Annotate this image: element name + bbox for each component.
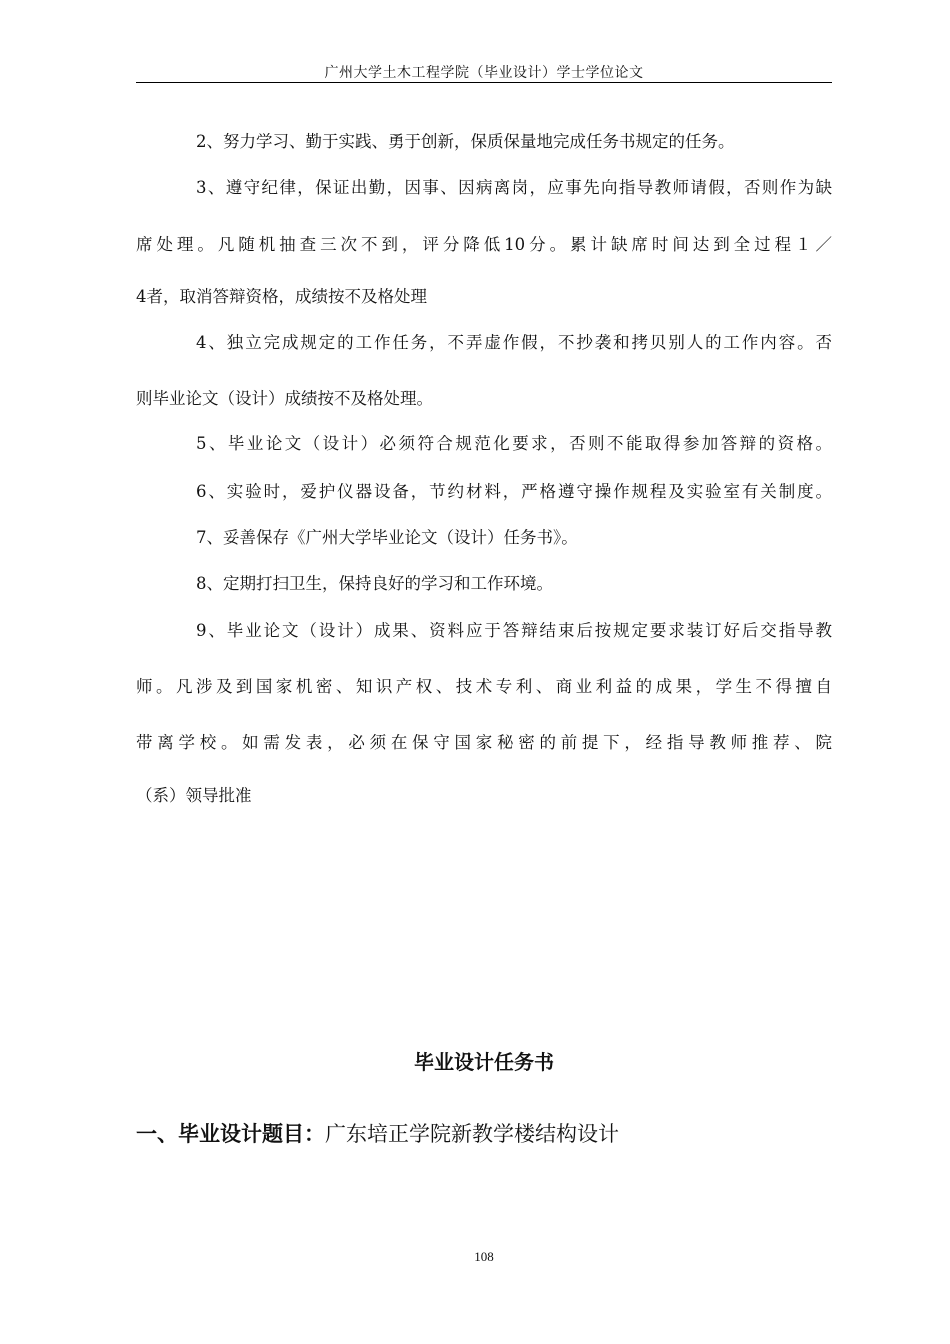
header-divider [136, 82, 832, 83]
requirement-line: 5、毕业论文（设计）必须符合规范化要求，否则不能取得参加答辩的资格。 [196, 434, 832, 453]
requirement-line: 2、努力学习、勤于实践、勇于创新，保质保量地完成任务书规定的任务。 [196, 132, 735, 151]
requirement-line: 6、实验时，爱护仪器设备，节约材料，严格遵守操作规程及实验室有关制度。 [196, 482, 832, 501]
page-number: 108 [474, 1249, 494, 1264]
requirement-line: 8、定期打扫卫生，保持良好的学习和工作环境。 [196, 574, 553, 593]
running-header: 广州大学土木工程学院（毕业设计）学士学位论文 [324, 65, 644, 81]
design-topic-heading [136, 1120, 832, 1148]
design-topic-value: 广东培正学院新教学楼结构设计 [325, 1122, 619, 1146]
requirement-line: 4、独立完成规定的工作任务，不弄虚作假，不抄袭和拷贝别人的工作内容。否 [196, 333, 832, 352]
requirement-line: 师。凡涉及到国家机密、知识产权、技术专利、商业利益的成果，学生不得擅自 [136, 677, 832, 696]
task-book-title: 毕业设计任务书 [414, 1050, 554, 1074]
requirement-line: 3、遵守纪律，保证出勤，因事、因病离岗，应事先向指导教师请假，否则作为缺 [196, 178, 832, 197]
requirement-line: 则毕业论文（设计）成绩按不及格处理。 [136, 389, 433, 408]
requirement-line: 9、毕业论文（设计）成果、资料应于答辩结束后按规定要求装订好后交指导教 [196, 621, 832, 640]
requirement-line: 7、妥善保存《广州大学毕业论文（设计）任务书》。 [196, 528, 578, 547]
requirement-line: 4者，取消答辩资格，成绩按不及格处理 [136, 287, 427, 306]
requirement-line: 席处理。凡随机抽查三次不到，评分降低10分。累计缺席时间达到全过程１／ [136, 235, 832, 254]
design-topic-label: 一、毕业设计题目： [136, 1122, 325, 1146]
requirement-line: 带离学校。如需发表，必须在保守国家秘密的前提下，经指导教师推荐、院 [136, 733, 832, 752]
requirement-line: （系）领导批准 [136, 786, 252, 805]
